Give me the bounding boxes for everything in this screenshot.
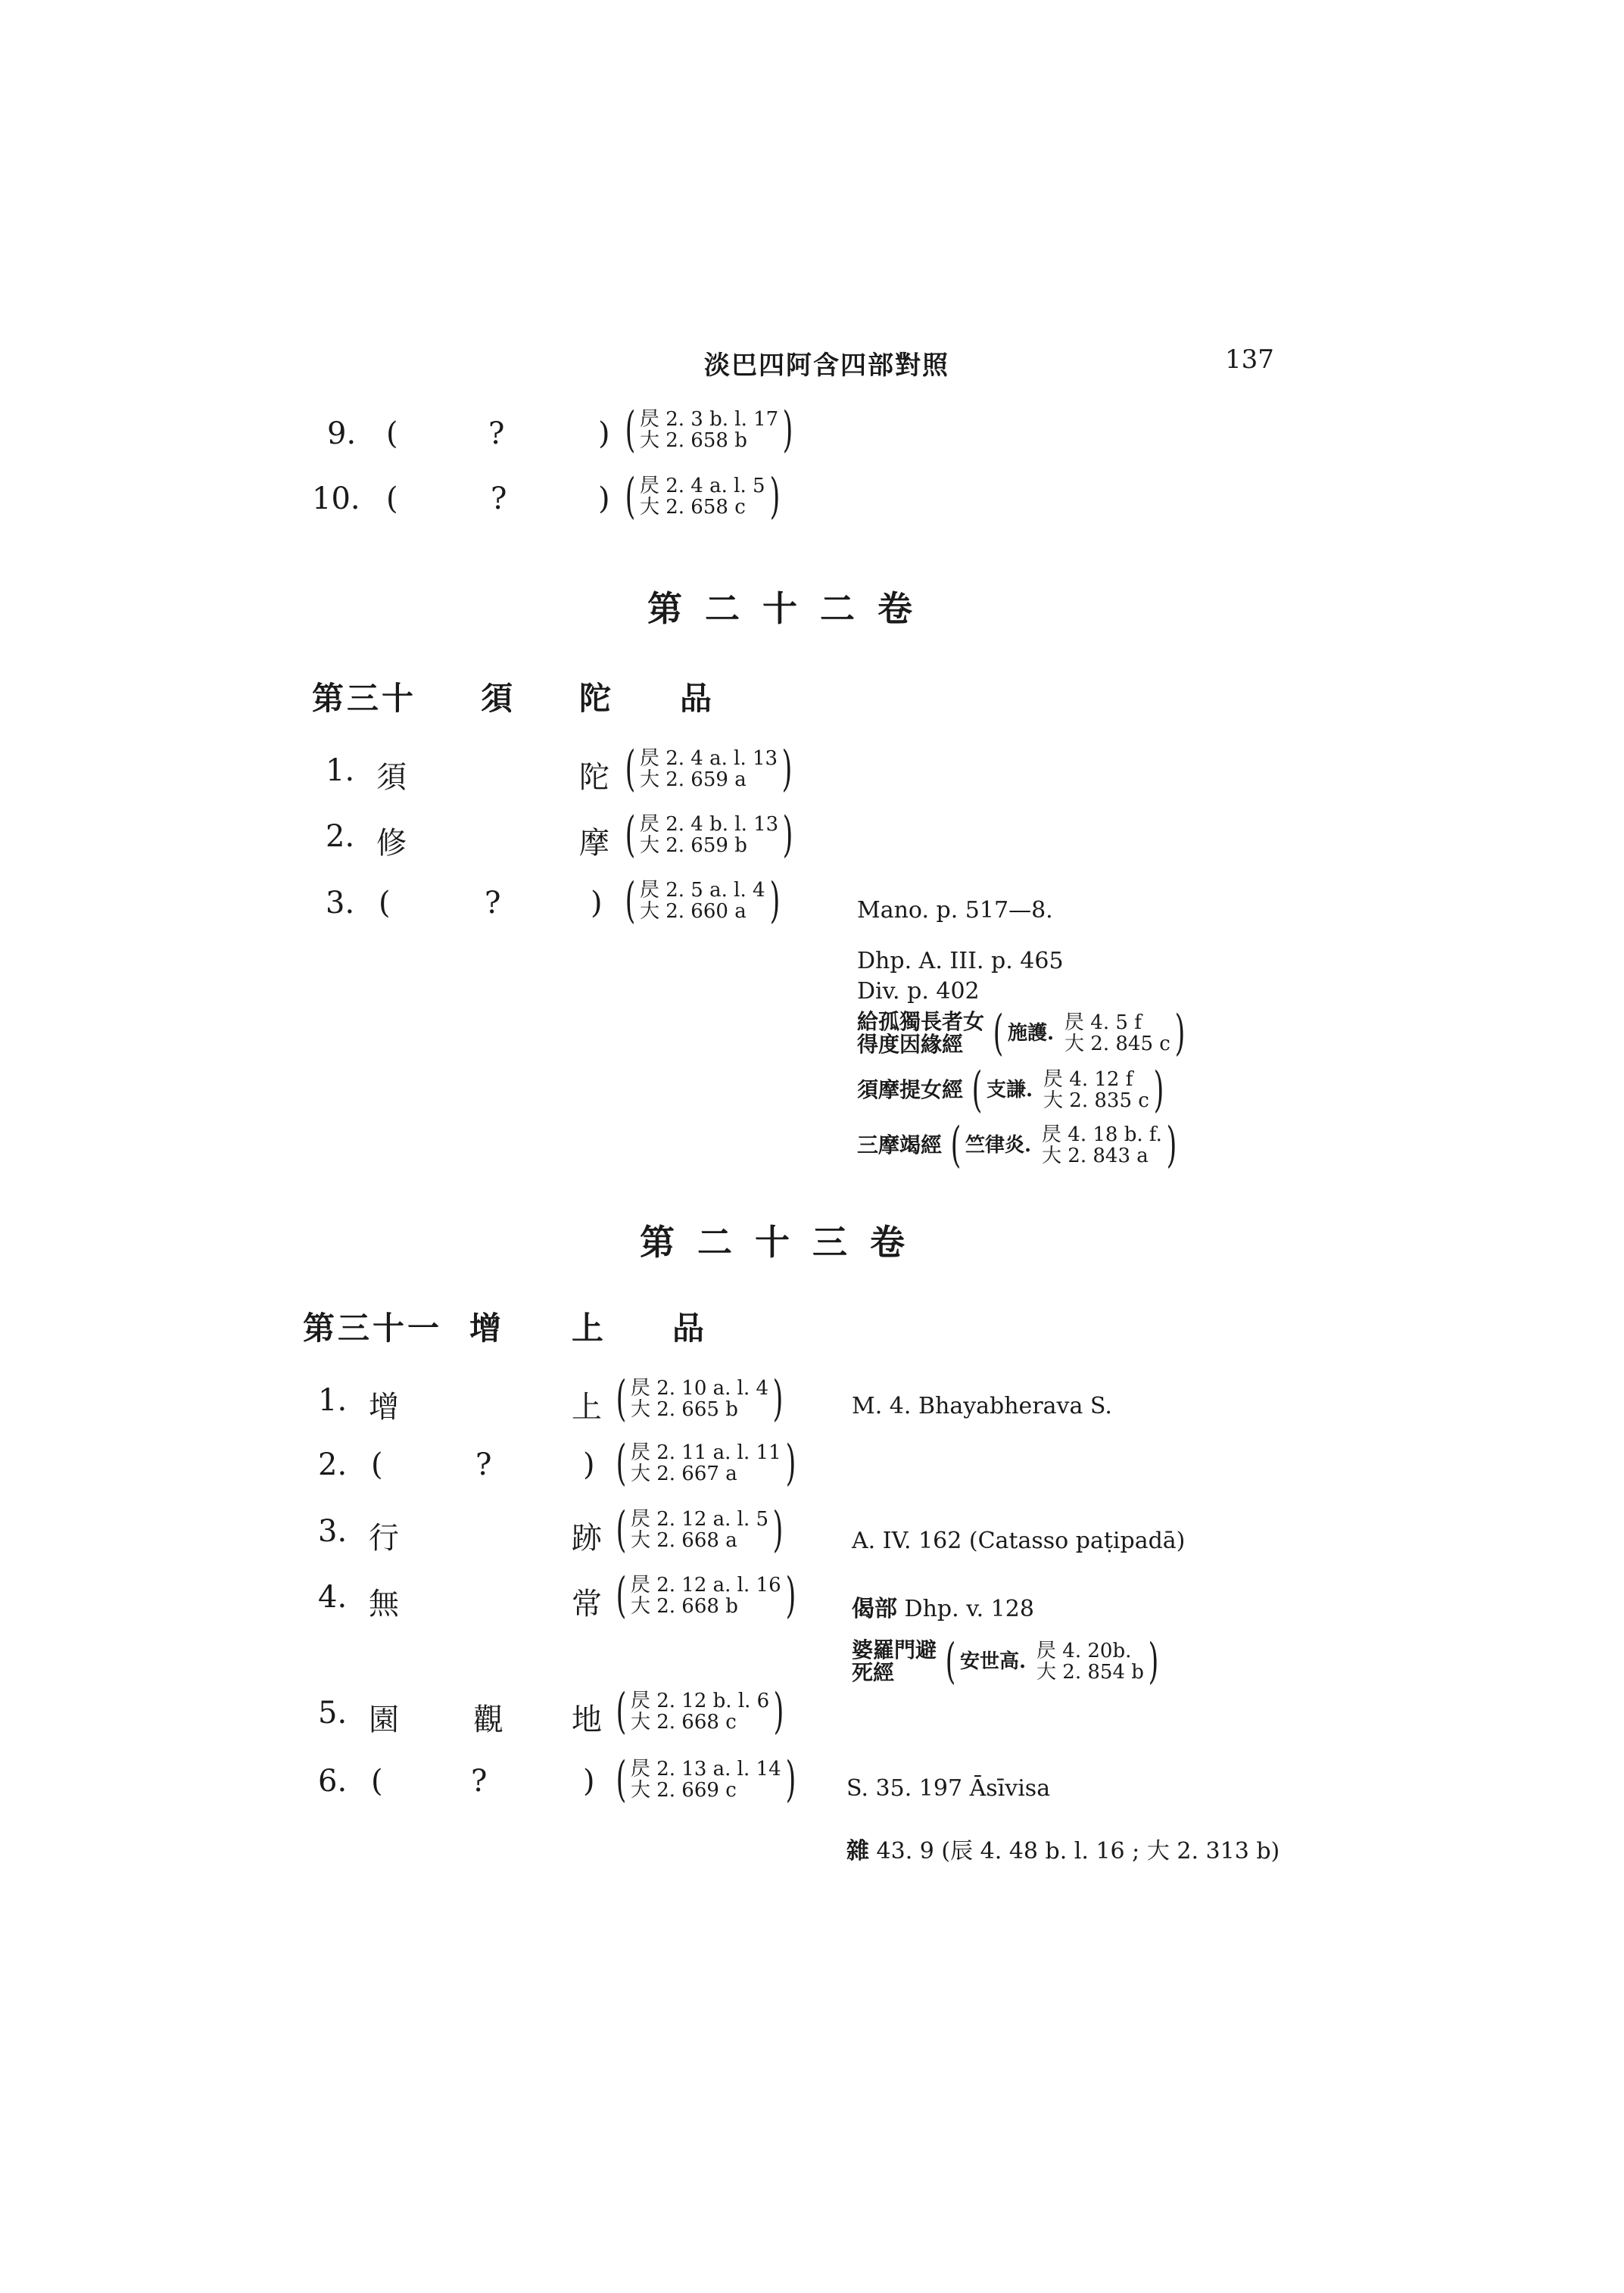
close-paren: ) [591, 886, 603, 921]
item-number: 6. [318, 1764, 348, 1799]
question-mark: ? [475, 1447, 492, 1482]
chinese-parallel: 須摩提女經 ( 支謙. 昃 4. 12 f 大 2. 835 c ) [857, 1062, 1164, 1118]
question-mark: ? [471, 1764, 488, 1799]
open-paren: ( [386, 481, 398, 516]
chapter-char: 品 [680, 680, 715, 717]
open-paren: ( [379, 886, 391, 921]
open-paren: ( [371, 1764, 383, 1799]
chapter-label: 第三十一 [303, 1310, 443, 1347]
chapter-char: 增 [469, 1310, 505, 1347]
source-ref: ( 昃 2. 5 a. l. 4 大 2. 660 a ) [625, 873, 780, 929]
parallel-note: M. 4. Bhayabherava S. [852, 1393, 1112, 1419]
source-ref: ( 昃 2. 4 a. l. 13 大 2. 659 a ) [625, 741, 793, 797]
parallel-note: A. IV. 162 (Catasso paṭipadā) [852, 1528, 1186, 1554]
parallel-note: Div. p. 402 [857, 978, 980, 1005]
question-mark: ? [488, 416, 505, 451]
source-ref: ( 昃 2. 3 b. l. 17 大 2. 658 b ) [625, 402, 793, 458]
source-ref: ( 昃 2. 13 a. l. 14 大 2. 669 c ) [616, 1752, 796, 1808]
parallel-note: Mano. p. 517—8. [857, 897, 1053, 924]
sutra-char: 觀 [473, 1703, 503, 1737]
parallel-note: Dhp. A. III. p. 465 [857, 948, 1064, 974]
sutra-char: 摩 [579, 826, 609, 861]
source-ref: ( 昃 2. 4 a. l. 5 大 2. 658 c ) [625, 469, 780, 525]
chinese-parallel: 三摩竭經 ( 竺律炎. 昃 4. 18 b. f. 大 2. 843 a ) [857, 1117, 1177, 1173]
chinese-parallel: 婆羅門避 死經 ( 安世高. 昃 4. 20b. 大 2. 854 b ) [852, 1634, 1159, 1690]
source-ref: ( 昃 2. 11 a. l. 11 大 2. 667 a ) [616, 1435, 796, 1491]
close-paren: ) [583, 1764, 595, 1799]
item-number: 3. [318, 1514, 348, 1549]
chapter-char: 上 [572, 1310, 607, 1347]
parallel-note: S. 35. 197 Āsīvisa [846, 1775, 1051, 1802]
close-paren: ) [598, 481, 610, 516]
source-ref: ( 昃 2. 10 a. l. 4 大 2. 665 b ) [616, 1371, 784, 1427]
source-ref: ( 昃 2. 4 b. l. 13 大 2. 659 b ) [625, 807, 793, 863]
question-mark: ? [491, 481, 507, 516]
chapter-label: 第三十 [312, 680, 417, 717]
sutra-char: 修 [376, 826, 407, 861]
parallel-note: 偈部 Dhp. v. 128 [852, 1596, 1034, 1622]
open-paren: ( [386, 416, 398, 451]
fascicle-heading: 第二十三卷 [640, 1222, 927, 1263]
open-paren: ( [371, 1447, 383, 1482]
item-number: 3. [326, 886, 355, 921]
item-number: 9. [327, 416, 357, 451]
chapter-char: 須 [481, 680, 516, 717]
sutra-char: 陀 [579, 760, 609, 795]
chapter-char: 陀 [579, 680, 615, 717]
source-ref: ( 昃 2. 12 b. l. 6 大 2. 668 c ) [616, 1684, 784, 1740]
chinese-parallel: 給孤獨長者女 得度因緣經 ( 施護. 昃 4. 5 f 大 2. 845 c ) [857, 1005, 1186, 1061]
source-ref: ( 昃 2. 12 a. l. 16 大 2. 668 b ) [616, 1568, 796, 1624]
sutra-char: 增 [369, 1390, 399, 1425]
item-number: 2. [318, 1447, 348, 1482]
close-paren: ) [583, 1447, 595, 1482]
sutra-char: 無 [369, 1587, 399, 1622]
item-number: 2. [326, 819, 355, 854]
item-number: 1. [318, 1383, 348, 1418]
fascicle-heading: 第二十二卷 [647, 588, 935, 629]
sutra-char: 園 [369, 1703, 399, 1737]
chapter-char: 品 [672, 1310, 708, 1347]
item-number: 5. [318, 1696, 348, 1731]
sutra-char: 行 [369, 1521, 399, 1556]
sutra-char: 地 [572, 1703, 602, 1737]
sutra-char: 跡 [572, 1521, 602, 1556]
sutra-char: 須 [376, 760, 407, 795]
item-number: 10. [312, 481, 360, 516]
sutra-char: 上 [572, 1390, 602, 1425]
sutra-char: 常 [572, 1587, 602, 1622]
page-number: 137 [1225, 344, 1274, 375]
item-number: 1. [326, 753, 355, 788]
running-header: 淡巴四阿含四部對照 [704, 350, 949, 381]
close-paren: ) [598, 416, 610, 451]
source-ref: ( 昃 2. 12 a. l. 5 大 2. 668 a ) [616, 1502, 784, 1558]
question-mark: ? [485, 886, 501, 921]
parallel-note: 雜 43. 9 (辰 4. 48 b. l. 16 ; 大 2. 313 b) [846, 1838, 1280, 1865]
item-number: 4. [318, 1580, 348, 1615]
